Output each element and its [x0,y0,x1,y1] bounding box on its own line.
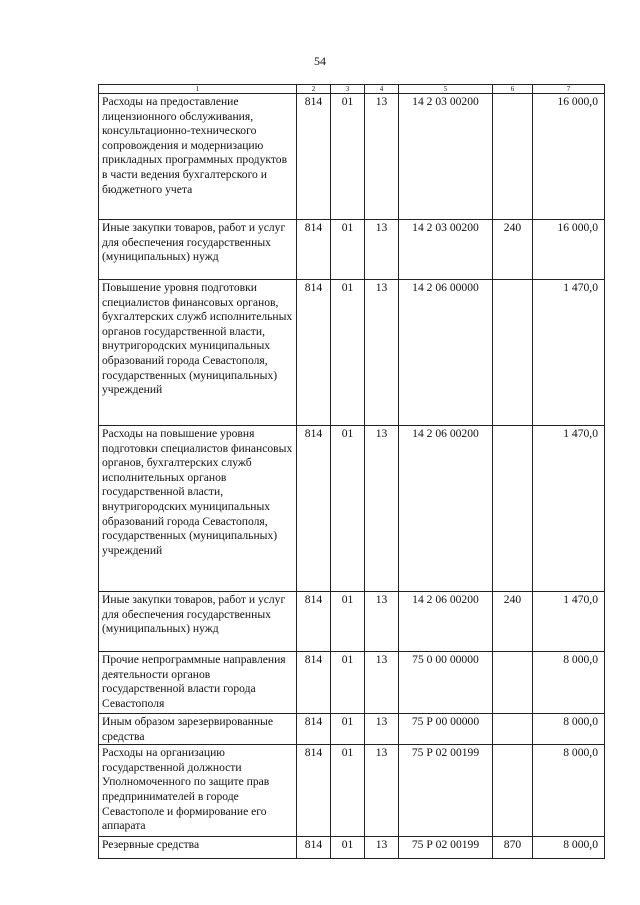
column-header: 6 [493,85,533,94]
subsection-cell: 13 [365,837,399,859]
expense-type-cell: 240 [493,220,533,280]
section-cell: 01 [331,592,365,652]
target-article-cell: 75 0 00 00000 [399,652,493,714]
expense-type-cell [493,280,533,426]
code-cell: 814 [297,592,331,652]
section-cell: 01 [331,714,365,745]
amount-cell: 8 000,0 [533,837,605,859]
table-row [99,837,605,859]
column-header: 7 [533,85,605,94]
table-row [99,714,605,745]
code-cell: 814 [297,426,331,592]
expense-type-cell [493,714,533,745]
amount-cell: 16 000,0 [533,94,605,220]
table-row [99,652,605,714]
amount-cell: 8 000,0 [533,652,605,714]
section-cell: 01 [331,426,365,592]
column-header: 3 [331,85,365,94]
subsection-cell: 13 [365,94,399,220]
target-article-cell: 75 Р 02 00199 [399,837,493,859]
code-cell: 814 [297,714,331,745]
amount-cell: 8 000,0 [533,745,605,837]
row-name-cell: Иным образом зарезервированные средства [99,714,297,745]
subsection-cell: 13 [365,280,399,426]
amount-cell: 1 470,0 [533,426,605,592]
section-cell: 01 [331,837,365,859]
column-header: 4 [365,85,399,94]
code-cell: 814 [297,837,331,859]
subsection-cell: 13 [365,714,399,745]
amount-cell: 1 470,0 [533,592,605,652]
section-cell: 01 [331,652,365,714]
subsection-cell: 13 [365,745,399,837]
row-name-cell: Расходы на организацию государственной должности Уполномоченного по защите прав предпринимателей в городе Севастополе и формирование его аппарата [99,745,297,837]
budget-table [98,84,605,859]
column-header: 2 [297,85,331,94]
expense-type-cell [493,652,533,714]
table-row [99,426,605,592]
table-row [99,280,605,426]
row-name-cell: Повышение уровня подготовки специалистов финансовых органов, бухгалтерских служб исполнительных органов государственной власти, внутригородских муниципальных образований города Севастополя, государственных (муниципальных) учреждений [99,280,297,426]
code-cell: 814 [297,94,331,220]
column-header: 5 [399,85,493,94]
section-cell: 01 [331,745,365,837]
subsection-cell: 13 [365,592,399,652]
expense-type-cell [493,745,533,837]
target-article-cell: 14 2 06 00200 [399,592,493,652]
target-article-cell: 14 2 06 00200 [399,426,493,592]
section-cell: 01 [331,94,365,220]
code-cell: 814 [297,280,331,426]
amount-cell: 1 470,0 [533,280,605,426]
table-row [99,592,605,652]
table-row [99,745,605,837]
target-article-cell: 14 2 03 00200 [399,220,493,280]
section-cell: 01 [331,280,365,426]
table-row [99,220,605,280]
target-article-cell: 14 2 06 00000 [399,280,493,426]
row-name-cell: Расходы на предоставление лицензионного обслуживания, консультационно-технического сопровождения и модернизацию прикладных программных продуктов в части ведения бухгалтерского и бюджетного учета [99,94,297,220]
amount-cell: 8 000,0 [533,714,605,745]
target-article-cell: 75 Р 00 00000 [399,714,493,745]
code-cell: 814 [297,220,331,280]
row-name-cell: Прочие непрограммные направления деятельности органов государственной власти города Севастополя [99,652,297,714]
row-name-cell: Иные закупки товаров, работ и услуг для обеспечения государственных (муниципальных) нужд [99,592,297,652]
subsection-cell: 13 [365,652,399,714]
column-header: 1 [99,85,297,94]
row-name-cell: Расходы на повышение уровня подготовки специалистов финансовых органов, бухгалтерских служб исполнительных органов государственной власти, внутригородских муниципальных образований города Севастополя, государственных (муниципальных) учреждений [99,426,297,592]
subsection-cell: 13 [365,220,399,280]
target-article-cell: 75 Р 02 00199 [399,745,493,837]
table-row [99,94,605,220]
expense-type-cell: 870 [493,837,533,859]
page-number: 54 [314,54,326,68]
header-row [99,85,605,94]
code-cell: 814 [297,745,331,837]
expense-type-cell [493,426,533,592]
amount-cell: 16 000,0 [533,220,605,280]
section-cell: 01 [331,220,365,280]
expense-type-cell [493,94,533,220]
code-cell: 814 [297,652,331,714]
expense-type-cell: 240 [493,592,533,652]
target-article-cell: 14 2 03 00200 [399,94,493,220]
row-name-cell: Иные закупки товаров, работ и услуг для обеспечения государственных (муниципальных) нужд [99,220,297,280]
row-name-cell: Резервные средства [99,837,297,859]
subsection-cell: 13 [365,426,399,592]
